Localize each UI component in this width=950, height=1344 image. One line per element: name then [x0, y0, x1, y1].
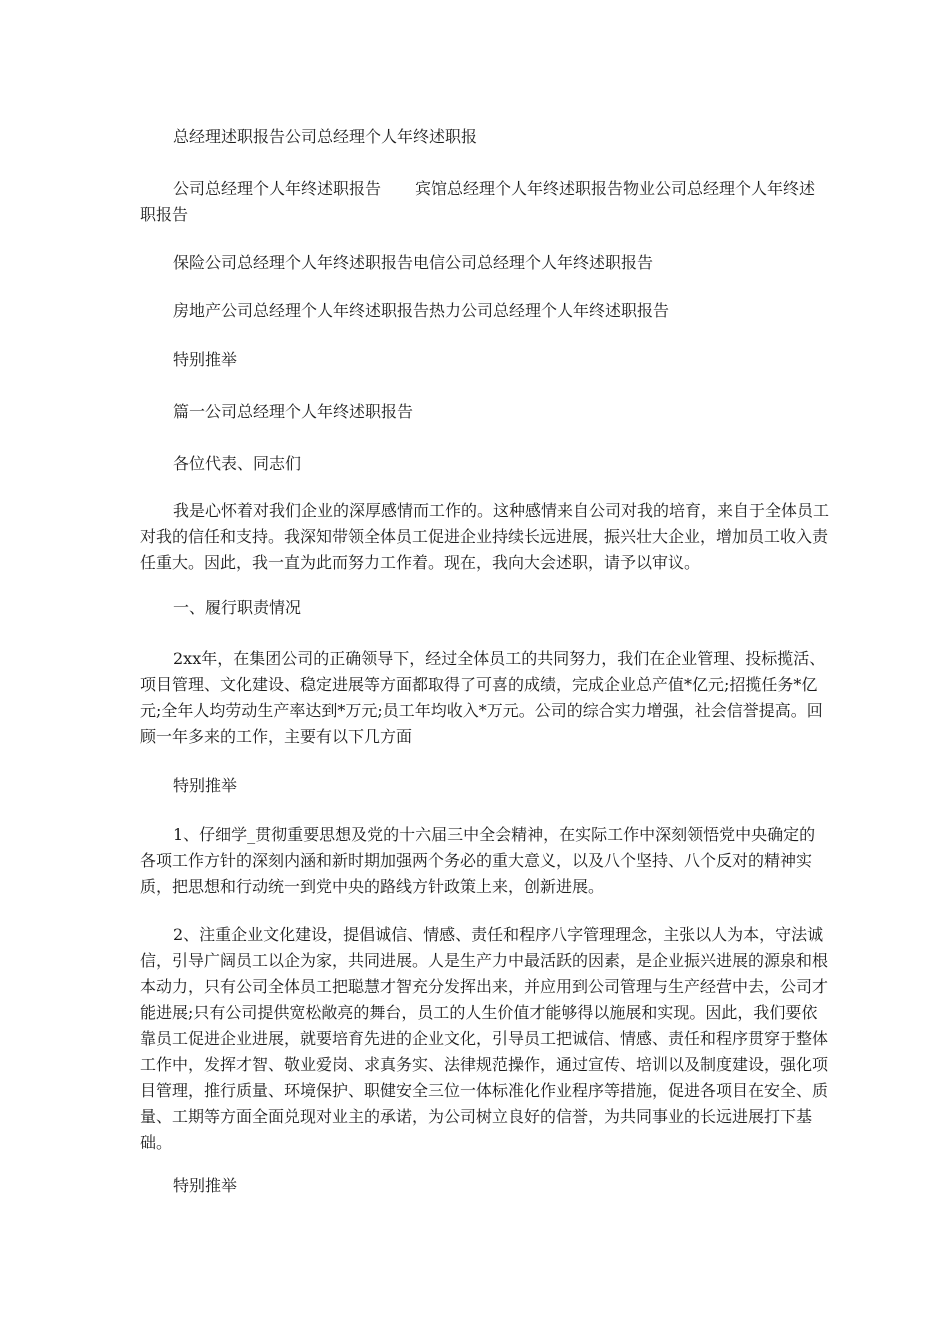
related-link-hotel: 宾馆总经理个人年终述职报告物业公司总经理个人年终述职报告	[140, 179, 816, 224]
list-item-2: 2、注重企业文化建设，提倡诚信、情感、责任和程序八字管理理念，主张以人为本，守法诚信，引导广阔员工以企为家，共同进展。人是生产力中最活跃的因素，是企业振兴进展的源泉和根本动力，只有公司全体员工把聪慧才智充分发挥出来，并应用到公司管理与生产经营中去，公司才能进展;只有公司提供宽松敞亮的舞台，员工的人生价值才能够得以施展和实现。因此，我们要依靠员工促进企业进展，就要培育先进的企业文化，引导员工把诚信、情感、责任和程序贯穿于整体工作中，发挥才智、敬业爱岗、求真务实、法律规范操作，通过宣传、培训以及制度建设，强化项目管理，推行质量、环境保护、职健安全三位一体标准化作业程序等措施，促进各项目在安全、质量、工期等方面全面兑现对业主的承诺，为公司树立良好的信誉，为共同事业的长远进展打下基础。	[140, 925, 829, 1152]
recommend-heading-2: 特别推举	[173, 776, 238, 795]
article-title: 篇一公司总经理个人年终述职报告	[173, 402, 414, 421]
list-item-1: 1、仔细学_贯彻重要思想及党的十六届三中全会精神，在实际工作中深刻领悟党中央确定的各项工作方针的深刻内涵和新时期加强两个务必的重大意义，以及八个坚持、八个反对的精神实质，把思想和行动统一到党中央的路线方针政策上来，创新进展。	[140, 825, 816, 896]
recommend-heading-1: 特别推举	[173, 350, 238, 369]
related-reports-line-3: 房地产公司总经理个人年终述职报告热力公司总经理个人年终述职报告	[173, 301, 670, 320]
related-reports-line-1	[140, 176, 830, 228]
related-reports-line-2: 保险公司总经理个人年终述职报告电信公司总经理个人年终述职报告	[173, 253, 654, 272]
recommend-heading-3: 特别推举	[173, 1176, 238, 1195]
intro-paragraph: 我是心怀着对我们企业的深厚感情而工作的。这种感情来自公司对我的培育，来自于全体员工对我的信任和支持。我深知带领全体员工促进企业持续长远进展，振兴壮大企业，增加员工收入责任重大。因此，我一直为此而努力工作着。现在，我向大会述职，请予以审议。	[140, 501, 830, 572]
section-heading-duties: 一、履行职责情况	[173, 598, 302, 617]
summary-paragraph: 2xx年，在集团公司的正确领导下，经过全体员工的共同努力，我们在企业管理、投标揽活、项目管理、文化建设、稳定进展等方面都取得了可喜的成绩，完成企业总产值*亿元;招揽任务*亿元;全年人均劳动生产率达到*万元;员工年均收入*万元。公司的综合实力增强，社会信誉提高。回顾一年多来的工作，主要有以下几方面	[140, 649, 826, 746]
title-line: 总经理述职报告公司总经理个人年终述职报	[173, 127, 478, 146]
related-link-company: 公司总经理个人年终述职报告	[173, 179, 382, 198]
salutation: 各位代表、同志们	[173, 454, 302, 473]
